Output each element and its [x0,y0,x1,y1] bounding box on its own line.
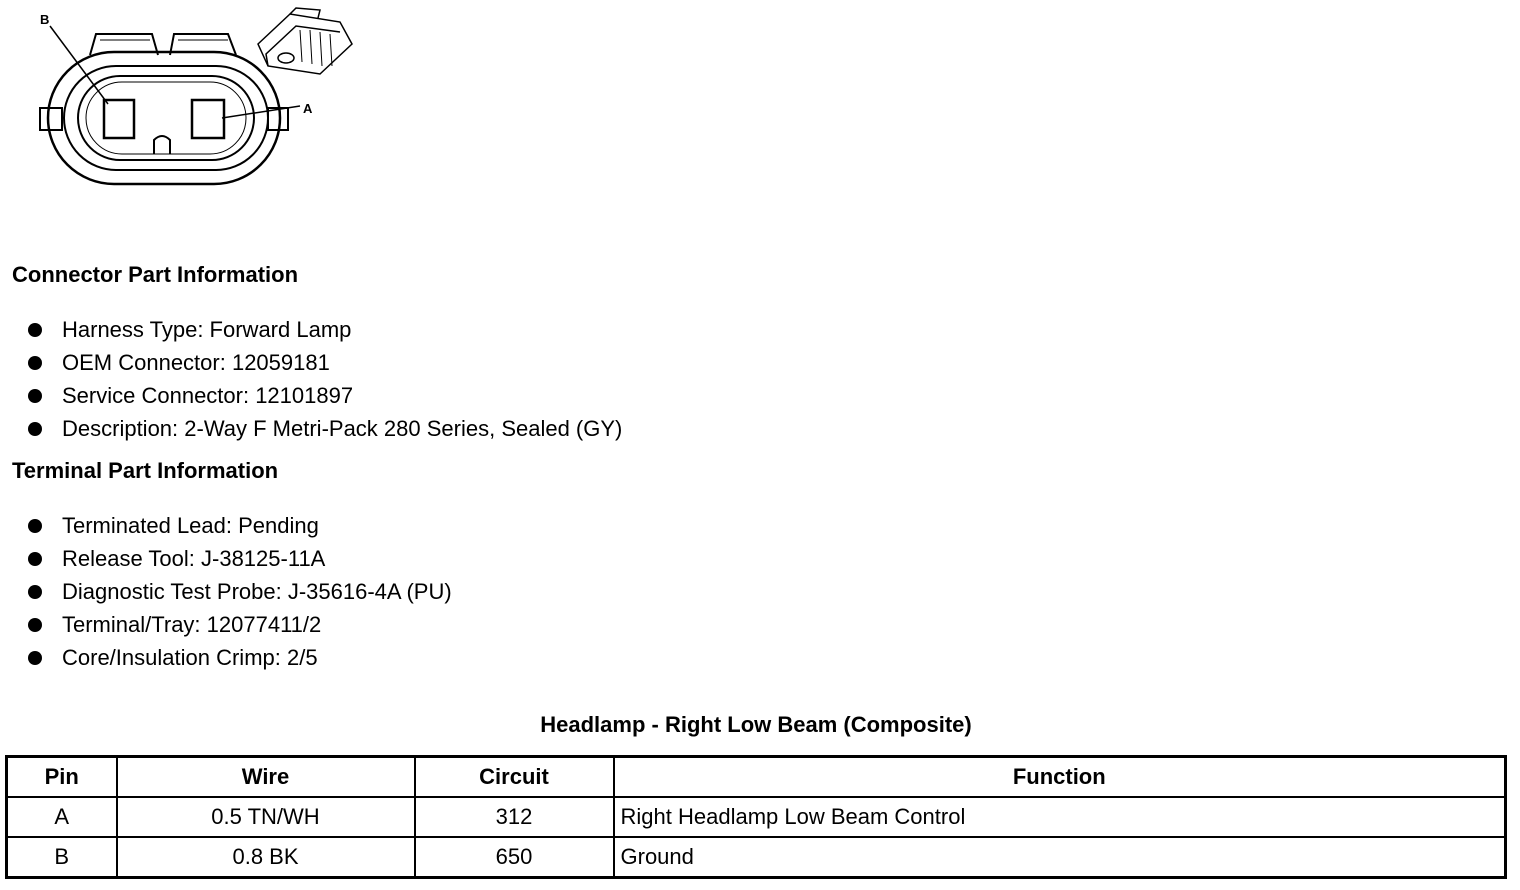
connector-info-list [28,313,622,445]
bullet-icon [28,519,42,533]
pinout-table [5,755,1507,879]
cell-pin: A [7,797,117,837]
table-header-row [7,757,1506,798]
cell-circuit: 650 [415,837,614,878]
column-header-pin: Pin [7,757,117,798]
list-item: Terminated Lead: Pending [28,509,452,542]
connector-diagram [0,0,380,200]
column-header-wire: Wire [117,757,415,798]
list-item: Diagnostic Test Probe: J-35616-4A (PU) [28,575,452,608]
bullet-icon [28,585,42,599]
bullet-icon [28,356,42,370]
cell-function: Right Headlamp Low Beam Control [614,797,1506,837]
list-item: Core/Insulation Crimp: 2/5 [28,641,452,674]
list-item: Description: 2-Way F Metri-Pack 280 Series, Sealed (GY) [28,412,622,445]
terminal-info-list [28,509,452,674]
list-item: Service Connector: 12101897 [28,379,622,412]
pin-b-label: B [40,12,50,27]
bullet-icon [28,552,42,566]
bullet-icon [28,618,42,632]
connector-perspective-icon [258,8,352,74]
cell-circuit: 312 [415,797,614,837]
table-row [7,797,1506,837]
list-item: Terminal/Tray: 12077411/2 [28,608,452,641]
pin-a-label: A [303,101,313,116]
cell-wire: 0.8 BK [117,837,415,878]
column-header-function: Function [614,757,1506,798]
cell-wire: 0.5 TN/WH [117,797,415,837]
bullet-icon [28,323,42,337]
terminal-section-title: Terminal Part Information [12,458,279,483]
connector-section-title: Connector Part Information [12,262,299,287]
list-item: Release Tool: J-38125-11A [28,542,452,575]
column-header-circuit: Circuit [415,757,614,798]
table-caption: Headlamp - Right Low Beam (Composite) [540,712,972,737]
bullet-icon [28,389,42,403]
bullet-icon [28,651,42,665]
list-item: Harness Type: Forward Lamp [28,313,622,346]
list-item: OEM Connector: 12059181 [28,346,622,379]
cell-pin: B [7,837,117,878]
cell-function: Ground [614,837,1506,878]
bullet-icon [28,422,42,436]
table-row [7,837,1506,878]
